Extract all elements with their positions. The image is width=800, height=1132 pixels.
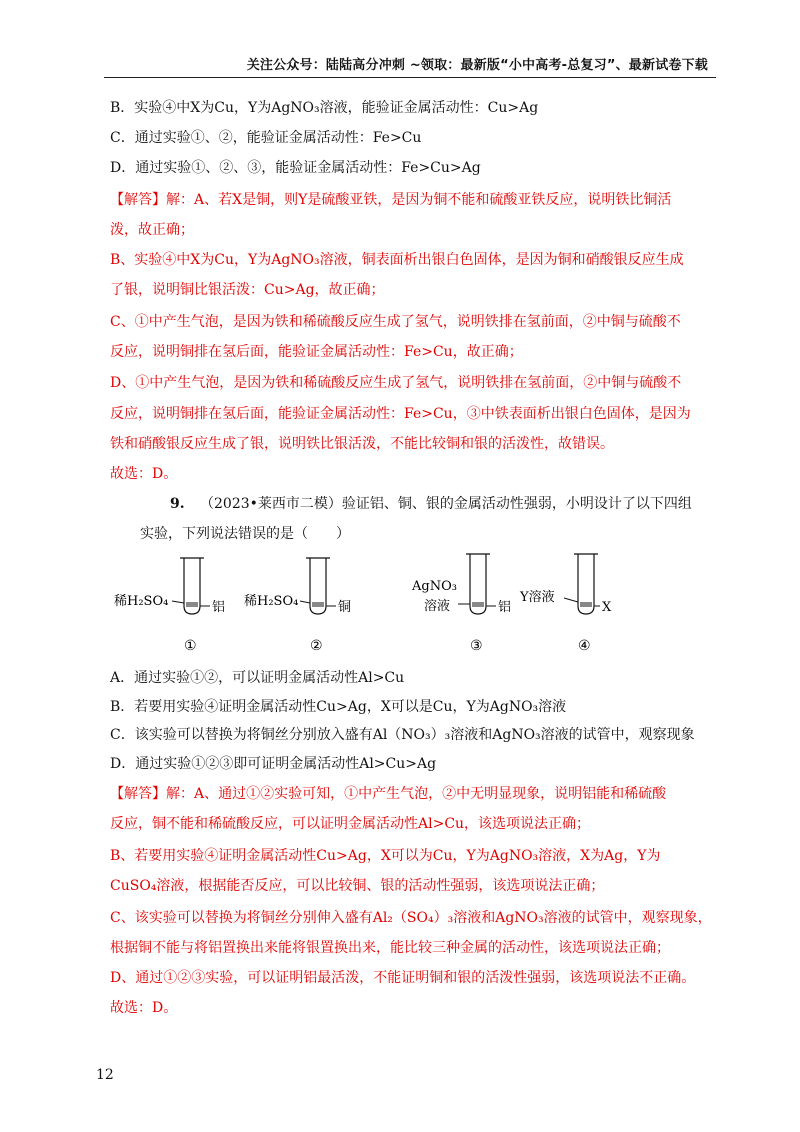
t1-left-label: 稀H₂SO₄ [114,594,169,609]
q9-option-b: B．若要用实验④证明金属活动性Cu>Ag，X可以是Cu，Y为AgNO₃溶液 [110,699,567,715]
header-rule [104,77,716,78]
t1-number: ① [184,638,197,654]
option-d-q8: D．通过实验①、②、③，能验证金属活动性：Fe>Cu>Ag [110,160,481,176]
answer9-line-3: B、若要用实验④证明金属活动性Cu>Ag，X可以为Cu，Y为AgNO₃溶液，X为Ag，Y为 [110,848,661,864]
page-header: 关注公众号：陆陆高分冲刺 ~领取：最新版“小中高考-总复习”、最新试卷下载 [246,58,708,73]
q9-option-d: D．通过实验①②③即可证明金属活动性Al>Cu>Ag [110,756,437,772]
answer9-line-6: 根据铜不能与将铝置换出来能将银置换出来，能比较三种金属的活动性，该选项说法正确； [110,940,670,956]
answer9-line-2: 反应，铜不能和稀硫酸反应，可以证明金属活动性Al>Cu，该选项说法正确； [110,816,591,832]
q9-option-a: A．通过实验①②，可以证明金属活动性Al>Cu [110,670,405,686]
option-b-q8: B．实验④中X为Cu，Y为AgNO₃溶液，能验证金属活动性：Cu>Ag [110,100,539,116]
t4-number: ④ [578,638,591,654]
t3-number: ③ [470,638,483,654]
option-c-q8: C．通过实验①、②，能验证金属活动性：Fe>Cu [110,130,422,146]
answer8-line-8: 反应，说明铜排在氢后面，能验证金属活动性：Fe>Cu，③中铁表面析出银白色固体，是因为 [110,406,691,422]
page-number: 12 [96,1067,114,1083]
q9-stem-2: 实验，下列说法错误的是（ ） [140,526,350,542]
answer9-line-7: D、通过①②③实验，可以证明铝最活泼，不能证明铜和银的活泼性强弱，该选项说法不正确。 [110,970,696,986]
answer8-line-9: 铁和硝酸银反应生成了银，说明铁比银活泼，不能比较铜和银的活泼性，故错误。 [110,436,614,452]
t4-right-label: X [602,600,612,615]
answer8-line-2: 泼，故正确； [110,222,194,238]
t4-left-label: Y溶液 [520,590,555,605]
t3-right-label: 铝 [498,600,512,615]
t2-right-label: 铜 [338,600,352,615]
answer8-line-4: 了银，说明铜比银活泼：Cu>Ag，故正确； [110,282,385,298]
t1-right-label: 铝 [212,600,226,615]
q9-diagram [112,548,632,658]
q9-option-c: C．该实验可以替换为将铜丝分别放入盛有Al（NO₃）₃溶液和AgNO₃溶液的试管中，观察现象 [110,727,695,743]
answer8-line-6: 反应，说明铜排在氢后面，能验证金属活动性：Fe>Cu，故正确； [110,344,523,360]
answer8-line-7: D、①中产生气泡，是因为铁和稀硫酸反应生成了氢气，说明铁排在氢前面，②中铜与硫酸不 [110,375,682,391]
answer8-line-10: 故选：D。 [110,466,178,482]
q9-stem-1: （2023•莱西市二模）验证铝、铜、银的金属活动性强弱，小明设计了以下四组 [200,496,692,512]
t3-left-label-1: AgNO₃ [412,579,457,594]
answer8-line-5: C、①中产生气泡，是因为铁和稀硫酸反应生成了氢气，说明铁排在氢前面，②中铜与硫酸不 [110,314,681,330]
t3-left-label-2: 溶液 [424,599,451,614]
metal-piece-2 [312,602,324,607]
answer9-line-5: C、该实验可以替换为将铜丝分别伸入盛有Al₂（SO₄）₃溶液和AgNO₃溶液的试管中，观察现象， [110,910,712,926]
answer8-line-3: B、实验④中X为Cu，Y为AgNO₃溶液，铜表面析出银白色固体，是因为铜和硝酸银反应生成 [110,252,684,268]
metal-piece-1 [186,602,198,607]
answer8-line-1: 【解答】解：A、若X是铜，则Y是硫酸亚铁，是因为铜不能和硫酸亚铁反应，说明铁比铜活 [110,192,672,208]
answer9-line-4: CuSO₄溶液，根据能否反应，可以比较铜、银的活动性强弱，该选项说法正确； [110,878,605,894]
answer9-line-8: 故选：D。 [110,1000,178,1016]
q9-number: 9. [170,496,185,512]
t2-left-label: 稀H₂SO₄ [244,594,299,609]
t2-number: ② [310,638,323,654]
answer9-line-1: 【解答】解：A、通过①②实验可知，①中产生气泡，②中无明显现象，说明铝能和稀硫酸 [110,786,667,802]
metal-piece-3 [472,602,484,607]
metal-piece-4 [580,602,592,607]
